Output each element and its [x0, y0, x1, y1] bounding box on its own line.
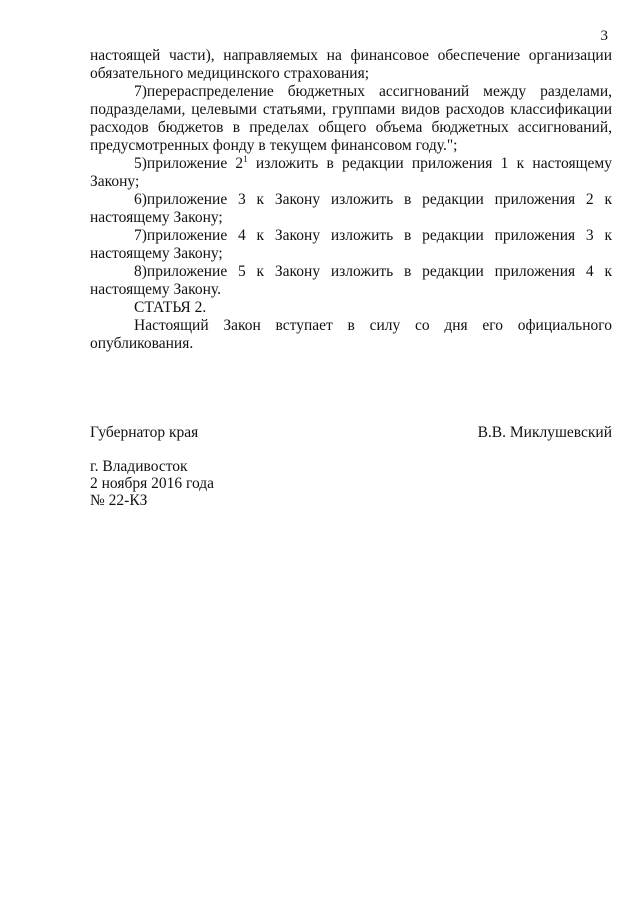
date: 2 ноября 2016 года	[90, 475, 215, 492]
paragraph-continuation: настоящей части), направляемых на финансовое обеспечение организации обязательного медицинского страхования;	[90, 47, 612, 82]
page-number: 3	[600, 28, 608, 44]
article-text: Настоящий Закон вступает в силу со дня его официального опубликования.	[90, 317, 612, 352]
list-item-6-appendix: 6)приложение 3 к Закону изложить в редакции приложения 2 к настоящему Закону;	[90, 191, 612, 226]
place-date-block	[90, 458, 214, 509]
signatory-name: В.В. Миклушевский	[477, 424, 612, 441]
item-5-end: изложить в редакции приложения 1 к настоящему Закону;	[90, 155, 612, 190]
item-5-start: 5)приложение 2	[134, 155, 244, 172]
list-item-5-appendix	[90, 155, 612, 191]
law-number: № 22-КЗ	[90, 492, 148, 509]
list-item-7-redistribution: 7)перераспределение бюджетных ассигнований между разделами, подразделами, целевыми статьями, группами видов расходов классификации расходов бюджетов в пределах общего объема бюджетных ассигнований, предусмотренных фонду в текущем финансовом году.";	[90, 83, 612, 154]
list-item-8-appendix: 8)приложение 5 к Закону изложить в редакции приложения 4 к настоящему Закону.	[90, 263, 612, 298]
superscript: 1	[243, 154, 248, 164]
city: г. Владивосток	[90, 458, 188, 475]
list-item-7-appendix: 7)приложение 4 к Закону изложить в редакции приложения 3 к настоящему Закону;	[90, 227, 612, 262]
signature-block	[90, 424, 612, 442]
signatory-position: Губернатор края	[90, 424, 199, 441]
document-body	[90, 47, 612, 353]
article-heading: СТАТЬЯ 2.	[134, 299, 207, 316]
